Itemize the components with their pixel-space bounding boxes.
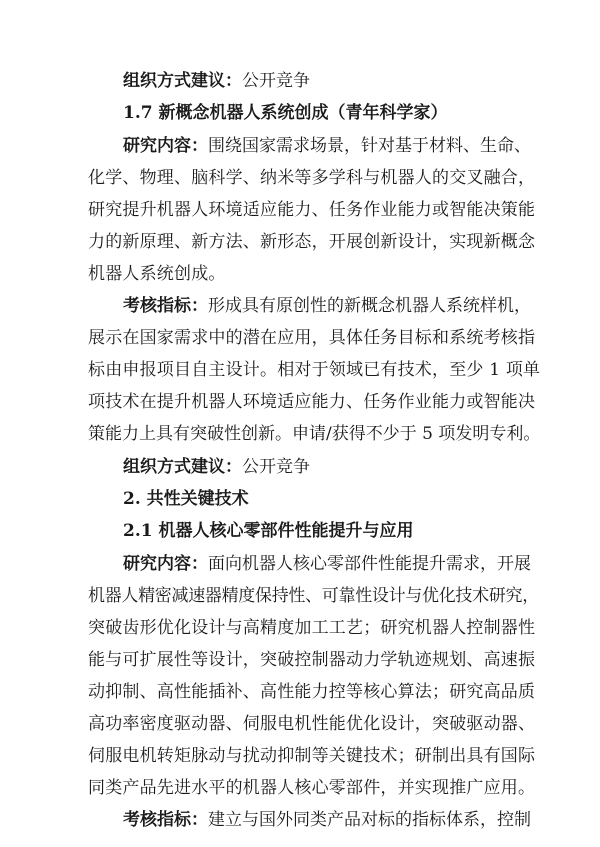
paragraph-text: 研究提升机器人环境适应能力、任务作业能力或智能决策能 [88,200,536,220]
paragraph-text: 项技术在提升机器人环境适应能力、任务作业能力或智能决 [88,392,536,412]
paragraph-text: 展示在国家需求中的潜在应用，具体任务目标和系统考核指 [88,328,536,348]
paragraph-text: 机器人精密减速器精度保持性、可靠性设计与优化技术研究， [88,586,539,606]
paragraph-text: 化学、物理、脑科学、纳米等多学科与机器人的交叉融合， [88,168,536,188]
org-value: 公开竞争 [242,71,310,91]
paragraph-text: 面向机器人核心零部件性能提升需求，开展 [208,554,531,574]
paragraph-text: 围绕国家需求场景，针对基于材料、生命、 [208,136,531,156]
org-value: 公开竞争 [242,457,310,477]
paragraph-text: 策能力上具有突破性创新。申请/获得不少于 5 项发明专利。 [88,424,541,444]
heading-text: 1.7 新概念机器人系统创成（青年科学家） [123,103,448,123]
paragraph-text: 高功率密度驱动器、伺服电机性能优化设计，突破驱动器、 [88,714,536,734]
research-label: 研究内容： [123,136,208,156]
assessment-label: 考核指标： [123,810,208,830]
heading-text: 2.1 机器人核心零部件性能提升与应用 [123,521,414,541]
heading-text: 2. 共性关键技术 [123,489,249,509]
org-label: 组织方式建议： [123,457,242,477]
paragraph-text: 形成具有原创性的新概念机器人系统样机， [208,296,531,316]
assessment-label: 考核指标： [123,296,208,316]
paragraph-text: 标由申报项目自主设计。相对于领域已有技术，至少 1 项单 [88,360,541,380]
paragraph-text: 伺服电机转矩脉动与扰动抑制等关键技术；研制出具有国际 [88,746,536,766]
paragraph-text: 突破齿形优化设计与高精度加工工艺；研究机器人控制器性 [88,618,536,638]
paragraph-text: 能与可扩展性等设计，突破控制器动力学轨迹规划、高速振 [88,650,536,670]
paragraph-text: 动抑制、高性能插补、高性能力控等核心算法；研究高品质 [88,682,536,702]
paragraph-text: 力的新原理、新方法、新形态，开展创新设计，实现新概念 [88,232,536,252]
org-label: 组织方式建议： [123,71,242,91]
paragraph-text: 同类产品先进水平的机器人核心零部件，并实现推广应用。 [88,778,536,798]
research-label: 研究内容： [123,554,208,574]
paragraph-text: 机器人系统创成。 [88,264,226,284]
paragraph-text: 建立与国外同类产品对标的指标体系，控制 [208,810,531,830]
